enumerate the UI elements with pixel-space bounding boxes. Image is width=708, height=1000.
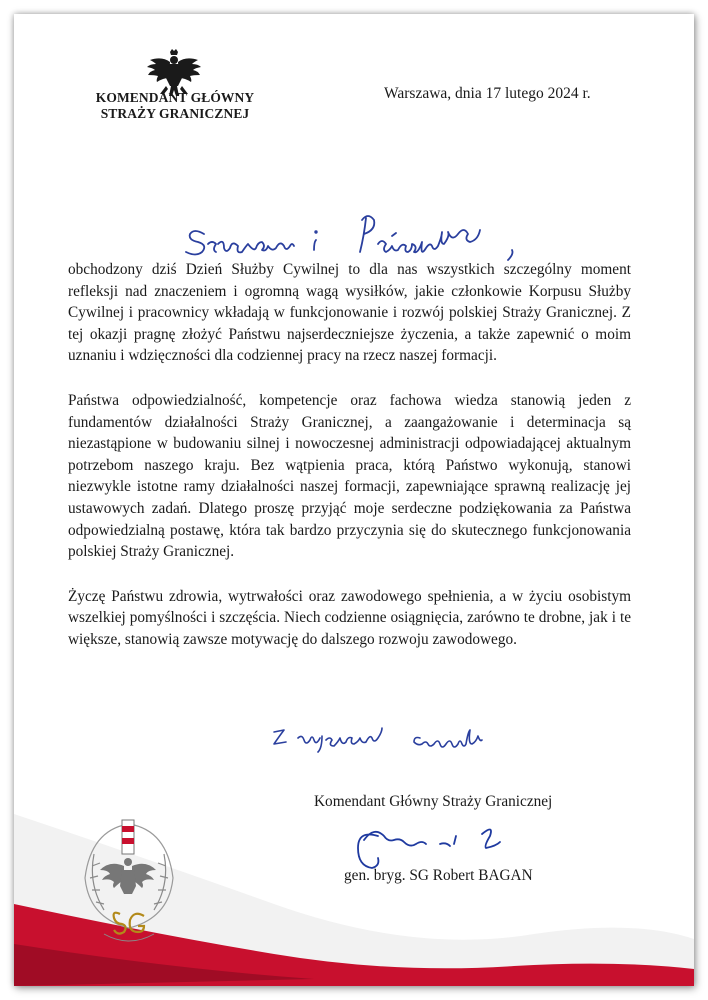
letter-body bbox=[68, 259, 631, 674]
letterhead-org bbox=[86, 90, 264, 122]
signer-name: gen. bryg. SG Robert BAGAN bbox=[344, 867, 533, 884]
closing bbox=[270, 718, 600, 758]
org-line2: STRAŻY GRANICZNEJ bbox=[100, 106, 250, 121]
paragraph-3: Życzę Państwu zdrowia, wytrwałości oraz zawodowego spełnienia, a w życiu osobistym wszelkiej pomyślności i szczęścia. Niech codzienne osiągnięcia, zarówno te drobne, jak i te większe, stanowią zawsze motywację do dalszego rozwoju zawodowego. bbox=[68, 587, 631, 648]
letter-page bbox=[14, 14, 694, 986]
signature-title: Komendant Główny Straży Granicznej bbox=[314, 793, 553, 810]
dateline: Warszawa, dnia 17 lutego 2024 r. bbox=[384, 85, 591, 102]
paragraph-1: obchodzony dziś Dzień Służby Cywilnej to dla nas wszystkich szczególny moment refleksji nad znaczeniem i ogromną wagą wysiłków, jakie członkowie Korpusu Służby Cywilnej i pracownicy wkładają w funkcjonowanie i rozwój polskiej Straży Granicznej. Z tej okazji pragnę złożyć Państwu najserdeczniejsze życzenia, a także zapewnić o moim uznaniu i wdzięczności dla codziennej pracy na rzecz naszej formacji. bbox=[68, 261, 631, 365]
paragraph-2: Państwa odpowiedzialność, kompetencje oraz fachowa wiedza stanowią jeden z fundamentów działalności Straży Granicznej, a zaangażowanie i determinacja są niezastąpione w budowaniu silnej i nowoczesnej administracji odpowiadającej aktualnym potrzebom naszego kraju. Bez wątpienia praca, którą Państwo wykonują, stanowi niezwykle istotne ramy działalności naszej formacji, zapewniające sprawną realizację jej ustawowych zadań. Dlatego proszę przyjąć moje serdeczne podziękowania za Państwa odpowiedzialną postawę, która tak bardzo przyczynia się do skutecznego funkcjonowania polskiej Straży Granicznej. bbox=[68, 391, 631, 561]
org-line1: KOMENDANT GŁÓWNY bbox=[95, 90, 255, 105]
border-guard-emblem-icon bbox=[74, 814, 184, 964]
